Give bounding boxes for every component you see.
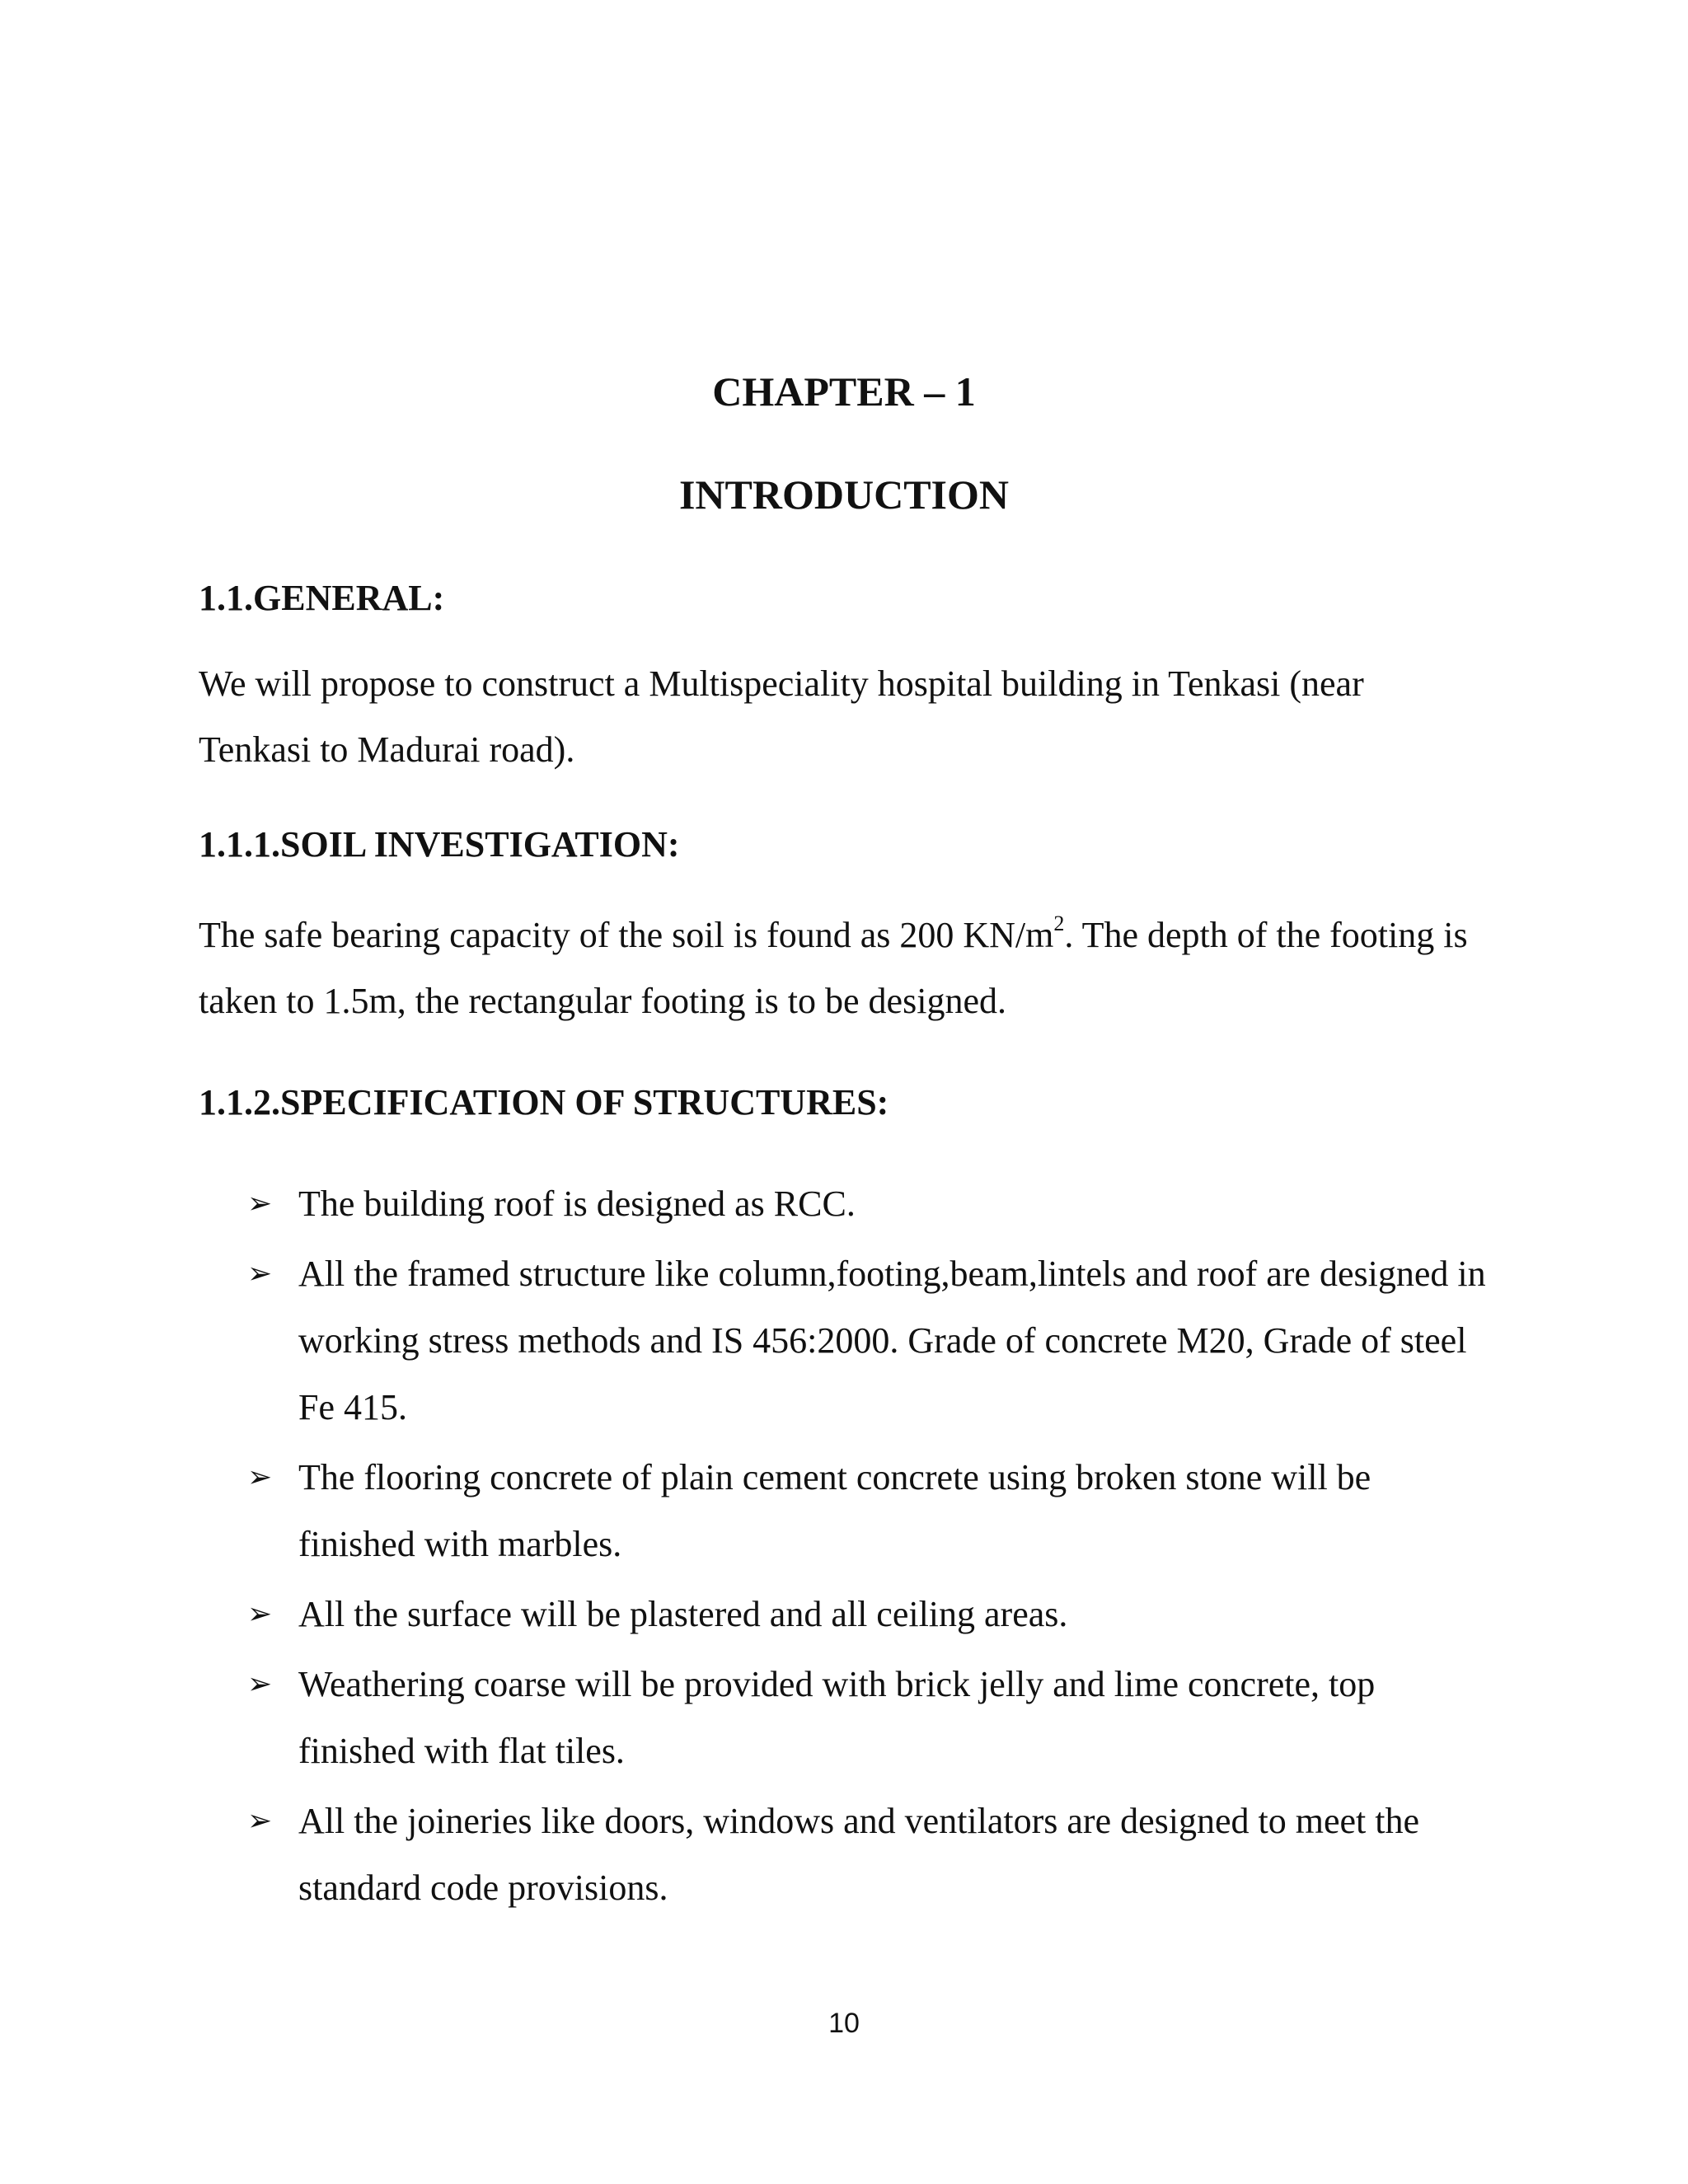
list-item-text: All the surface will be plastered and all ceiling areas. [298, 1594, 1068, 1634]
soil-text-part-1: The safe bearing capacity of the soil is found as 200 KN/m [199, 915, 1054, 955]
paragraph-general: We will propose to construct a Multispeciality hospital building in Tenkasi (near Tenkasi to Madurai road). [199, 663, 1364, 770]
superscript-2: 2 [1053, 912, 1065, 935]
specification-list [247, 1170, 1492, 1924]
paragraph-soil-investigation [199, 902, 1484, 1034]
list-item-text: All the framed structure like column,footing,beam,lintels and roof are designed in working stress methods and IS 456:2000. Grade of concrete M20, Grade of steel Fe 415. [298, 1254, 1486, 1427]
soil-text-part-2: . The depth of the footing is taken to 1.5m, the rectangular footing is to be designed. [199, 915, 1468, 1021]
list-item-text: All the joineries like doors, windows and ventilators are designed to meet the standard code provisions. [298, 1801, 1420, 1908]
list-item [247, 1240, 1492, 1441]
list-item [247, 1170, 1492, 1237]
arrowhead-bullet-icon: ➢ [247, 1187, 273, 1221]
arrowhead-bullet-icon: ➢ [247, 1804, 273, 1838]
section-heading-soil-investigation: 1.1.1.SOIL INVESTIGATION: [199, 824, 680, 865]
page-number: 10 [828, 2008, 860, 2039]
arrowhead-bullet-icon: ➢ [247, 1460, 273, 1494]
section-heading-general: 1.1.GENERAL: [199, 578, 445, 618]
chapter-subtitle: INTRODUCTION [678, 471, 1010, 518]
arrowhead-bullet-icon: ➢ [247, 1597, 273, 1631]
chapter-title: CHAPTER – 1 [712, 368, 976, 415]
list-item-text: Weathering coarse will be provided with brick jelly and lime concrete, top finished with flat tiles. [298, 1664, 1376, 1771]
arrowhead-bullet-icon: ➢ [247, 1257, 273, 1291]
list-item [247, 1581, 1492, 1647]
list-item [247, 1651, 1492, 1784]
list-item-text: The flooring concrete of plain cement concrete using broken stone will be finished with marbles. [298, 1457, 1372, 1564]
arrowhead-bullet-icon: ➢ [247, 1667, 273, 1701]
list-item [247, 1444, 1492, 1577]
section-heading-specification: 1.1.2.SPECIFICATION OF STRUCTURES: [199, 1082, 889, 1122]
list-item [247, 1788, 1492, 1921]
list-item-text: The building roof is designed as RCC. [298, 1183, 856, 1224]
